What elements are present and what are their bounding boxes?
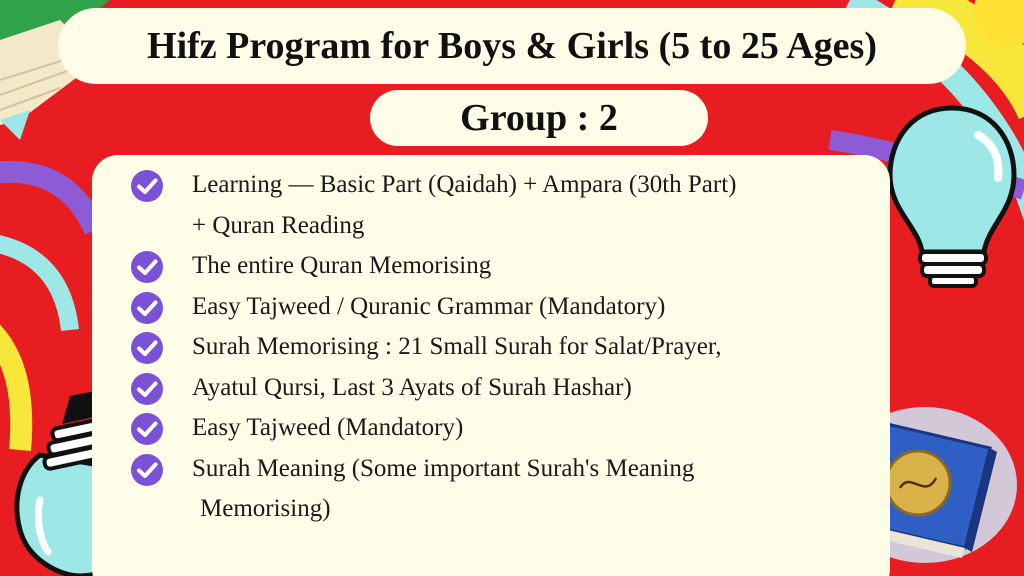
list-item	[130, 287, 850, 328]
feature-list	[130, 165, 850, 530]
list-item-text: Surah Memorising : 21 Small Surah for Salat/Prayer,	[192, 333, 722, 360]
list-item-text: + Quran Reading	[192, 211, 365, 239]
group-banner	[370, 90, 708, 146]
list-item	[130, 408, 850, 449]
list-item	[130, 368, 850, 409]
list-item-text: Ayatul Qursi, Last 3 Ayats of Surah Hashar)	[192, 373, 632, 401]
list-item-text: Easy Tajweed / Quranic Grammar (Mandatory)	[192, 292, 666, 320]
list-item-text: Memorising)	[200, 495, 331, 522]
list-item-text: Learning — Basic Part (Qaidah) + Ampara (30th Part)	[192, 171, 737, 198]
list-item-text: Easy Tajweed (Mandatory)	[192, 414, 464, 441]
list-item	[130, 449, 850, 530]
group-label: Group : 2	[460, 97, 618, 139]
list-item	[130, 327, 850, 368]
check-circle-icon	[130, 453, 164, 487]
check-circle-icon	[130, 169, 164, 203]
page-title: Hifz Program for Boys & Girls (5 to 25 Ages)	[147, 25, 877, 67]
check-circle-icon	[130, 250, 164, 284]
check-circle-icon	[130, 412, 164, 446]
list-item	[130, 165, 850, 246]
list-item	[130, 246, 850, 287]
title-banner	[58, 8, 966, 84]
check-circle-icon	[130, 372, 164, 406]
check-circle-icon	[130, 291, 164, 325]
list-item-text: Surah Meaning (Some important Surah's Meaning	[192, 454, 695, 482]
light-bulb-icon	[890, 108, 1014, 286]
check-circle-icon	[130, 331, 164, 365]
list-item-text: The entire Quran Memorising	[192, 252, 492, 279]
